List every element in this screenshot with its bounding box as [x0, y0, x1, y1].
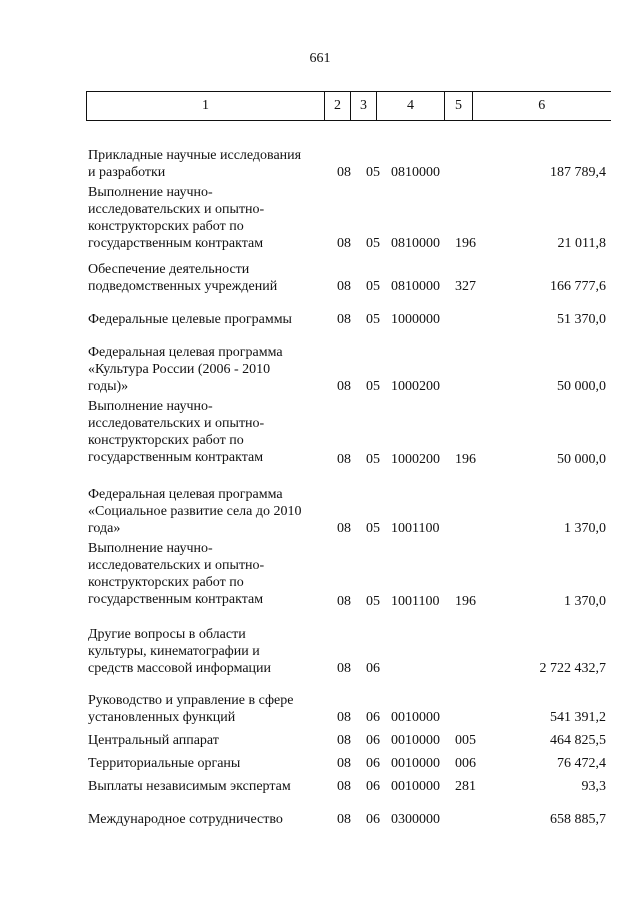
row-amount: 76 472,4: [557, 756, 606, 771]
row-description: Другие вопросы в области культуры, кинематографии и средств массовой информации: [88, 627, 272, 676]
row-subsection: 06: [366, 756, 380, 771]
row-description: Прикладные научные исследования и разработки: [88, 148, 302, 180]
row-expense-type: 005: [455, 733, 476, 748]
row-amount: 1 370,0: [564, 521, 606, 536]
row-subsection: 05: [366, 312, 380, 327]
row-subsection: 05: [366, 165, 380, 180]
row-target-code: 0010000: [391, 779, 440, 794]
row-description: Выплаты независимым экспертам: [88, 779, 291, 794]
row-description: Международное сотрудничество: [88, 812, 283, 827]
row-expense-type: 006: [455, 756, 476, 771]
row-subsection: 05: [366, 521, 380, 536]
row-target-code: 0010000: [391, 756, 440, 771]
row-subsection: 05: [366, 594, 380, 609]
row-expense-type: 196: [455, 594, 476, 609]
row-description: Руководство и управление в сфере установленных функций: [88, 693, 294, 725]
row-target-code: 0810000: [391, 165, 440, 180]
row-subsection: 06: [366, 710, 380, 725]
row-description: Выполнение научно- исследовательских и опытно- конструкторских работ по государственным контрактам: [88, 185, 265, 251]
row-section: 08: [337, 779, 351, 794]
row-amount: 541 391,2: [550, 710, 606, 725]
row-description: Территориальные органы: [88, 756, 241, 771]
row-section: 08: [337, 812, 351, 827]
row-section: 08: [337, 710, 351, 725]
row-target-code: 1000200: [391, 379, 440, 394]
row-target-code: 1000200: [391, 452, 440, 467]
row-subsection: 05: [366, 379, 380, 394]
row-amount: 464 825,5: [550, 733, 606, 748]
column-header-3: 3: [351, 92, 377, 121]
column-header-6: 6: [473, 92, 611, 121]
row-section: 08: [337, 236, 351, 251]
row-amount: 50 000,0: [557, 452, 606, 467]
row-section: 08: [337, 756, 351, 771]
column-header-4: 4: [377, 92, 445, 121]
row-target-code: 1000000: [391, 312, 440, 327]
row-section: 08: [337, 452, 351, 467]
row-target-code: 0810000: [391, 279, 440, 294]
row-section: 08: [337, 661, 351, 676]
row-description: Центральный аппарат: [88, 733, 219, 748]
row-subsection: 06: [366, 779, 380, 794]
row-subsection: 05: [366, 452, 380, 467]
row-amount: 1 370,0: [564, 594, 606, 609]
row-section: 08: [337, 165, 351, 180]
row-description: Федеральные целевые программы: [88, 312, 292, 327]
row-target-code: 0010000: [391, 710, 440, 725]
row-expense-type: 327: [455, 279, 476, 294]
row-target-code: 0810000: [391, 236, 440, 251]
row-amount: 166 777,6: [550, 279, 606, 294]
column-header-2: 2: [325, 92, 351, 121]
row-description: Выполнение научно- исследовательских и опытно- конструкторских работ по государственным контрактам: [88, 399, 265, 465]
row-amount: 2 722 432,7: [539, 661, 606, 676]
row-amount: 50 000,0: [557, 379, 606, 394]
row-subsection: 06: [366, 661, 380, 676]
column-header-5: 5: [445, 92, 473, 121]
row-subsection: 06: [366, 812, 380, 827]
row-section: 08: [337, 521, 351, 536]
row-amount: 93,3: [581, 779, 606, 794]
row-amount: 51 370,0: [557, 312, 606, 327]
row-description: Обеспечение деятельности подведомственных учреждений: [88, 262, 278, 294]
column-header-1: 1: [87, 92, 325, 121]
row-amount: 658 885,7: [550, 812, 606, 827]
row-section: 08: [337, 312, 351, 327]
row-section: 08: [337, 279, 351, 294]
row-subsection: 06: [366, 733, 380, 748]
row-target-code: 1001100: [391, 594, 440, 609]
row-section: 08: [337, 379, 351, 394]
row-description: Выполнение научно- исследовательских и опытно- конструкторских работ по государственным контрактам: [88, 541, 265, 607]
row-description: Федеральная целевая программа «Социальное развитие села до 2010 года»: [88, 487, 302, 536]
row-expense-type: 196: [455, 236, 476, 251]
row-target-code: 0010000: [391, 733, 440, 748]
row-subsection: 05: [366, 236, 380, 251]
row-amount: 187 789,4: [550, 165, 606, 180]
row-expense-type: 281: [455, 779, 476, 794]
row-section: 08: [337, 594, 351, 609]
row-description: Федеральная целевая программа «Культура России (2006 - 2010 годы)»: [88, 345, 283, 394]
row-section: 08: [337, 733, 351, 748]
row-expense-type: 196: [455, 452, 476, 467]
row-target-code: 0300000: [391, 812, 440, 827]
row-target-code: 1001100: [391, 521, 440, 536]
page-number: 661: [309, 51, 331, 66]
row-amount: 21 011,8: [557, 236, 606, 251]
row-subsection: 05: [366, 279, 380, 294]
